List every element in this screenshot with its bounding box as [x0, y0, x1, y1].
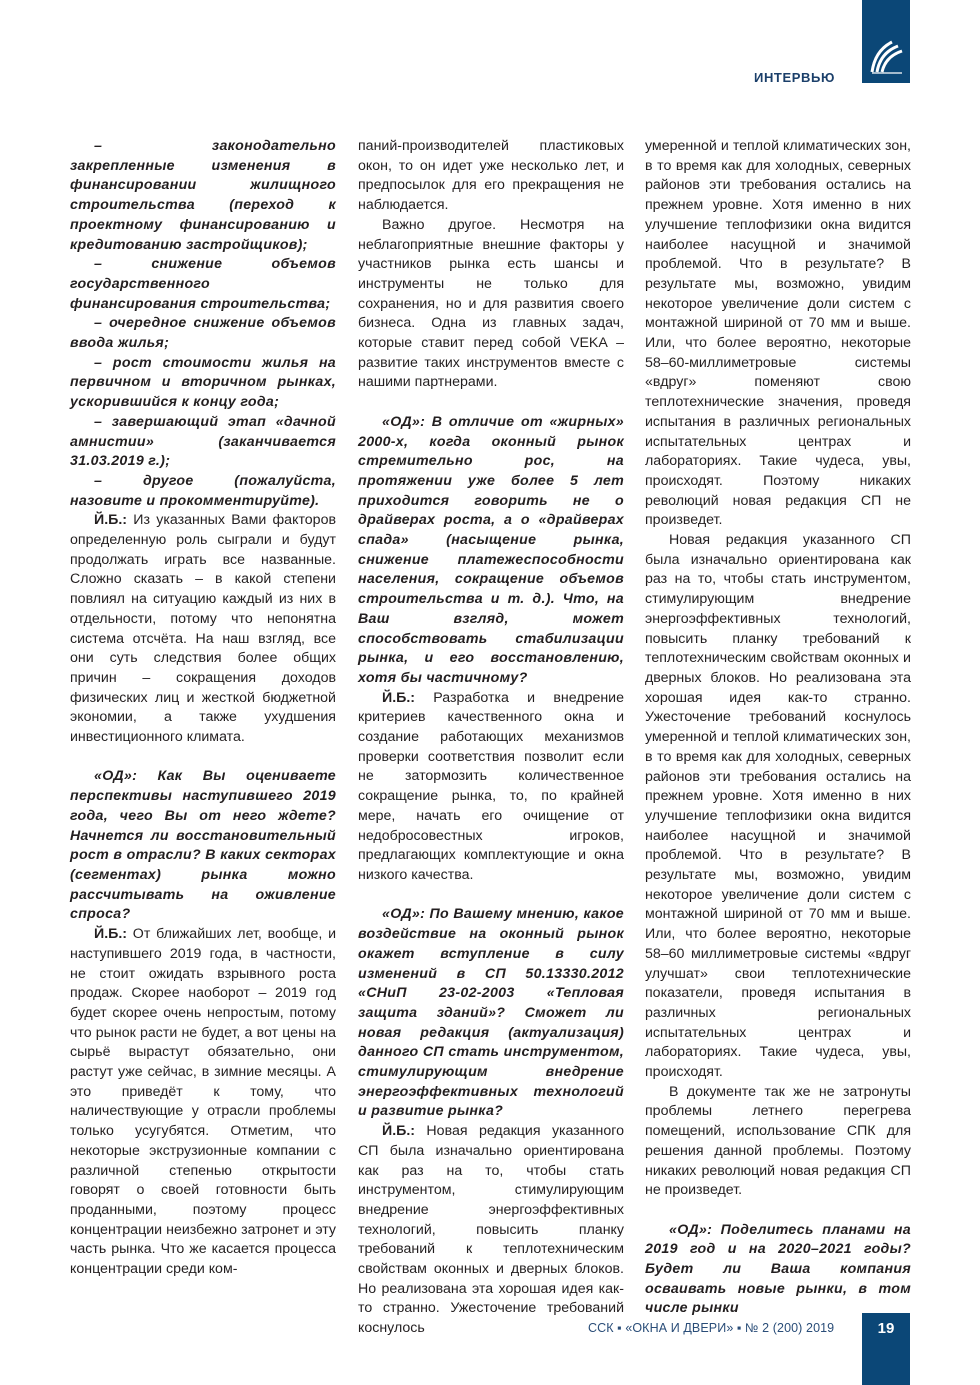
interview-question [70, 472, 336, 511]
section-label: ИНТЕРВЬЮ [754, 70, 835, 85]
article-column-1 [70, 137, 336, 1280]
article-column-2 [358, 137, 624, 1339]
paragraph-text: Новая редакция указанного СП была изначально ориентирована как раз на то, чтобы стать инструментом, стимулирующим внедрение энергоэффективных технологий, повысить планку требований к теплотехническим свойствам оконных и дверных блоков. Но реализована эта хорошая идея как-то странно. Ужесточение требований коснулось [358, 1123, 624, 1337]
article-column-3 [645, 137, 911, 1319]
paragraph-gap [645, 1201, 911, 1221]
paragraph [645, 137, 911, 531]
interview-answer [70, 511, 336, 747]
interview-question [70, 137, 336, 255]
interview-question [70, 255, 336, 314]
interview-question [358, 413, 624, 689]
interview-answer [358, 1122, 624, 1339]
paragraph-text: От ближайших лет, вообще, и наступившего 2019 года, в частности, не стоит ожидать взрывного роста продаж. Скорее наоборот – 2019 год будет скорее очень непростым, потому что рынок расти не будет, а вот цены на сырьё вырастут обязательно, они растут уже сейчас, в зимние месяцы. А это приведёт к тому, что наличествующие у отрасли проблемы только усугубятся. Отметим, что некоторые экструзионные компании с различной степенью открытости говорят о своей готовности быть проданными, поэтому процесс концентрации неизбежно затронет и эту часть рынка. Что же касается процесса концентрации среди ком- [70, 926, 336, 1278]
paragraph-text: «ОД»: В отличие от «жирных» 2000-х, когда оконный рынок стремительно рос, на протяжении уже более 5 лет приходится говорить не о драйверах роста, а о «драйверах спада» (насыщение рынка, снижение платежеспособности населения, сокращение объемов строительства и т. д.). Что, на Ваш взгляд, может способствовать стабилизации рынка, и его восстановлению, хотя бы частичному? [358, 413, 624, 686]
paragraph-text: «ОД»: Как Вы оцениваете перспективы наступившего 2019 года, чего Вы от него ждете? Начнется ли восстановительный рост в отрасли? В каких секторах (сегментах) рынка можно рассчитывать на оживление спроса? [70, 768, 336, 923]
logo-icon [868, 36, 904, 76]
paragraph [645, 1083, 911, 1201]
interview-question [70, 354, 336, 413]
paragraph-text: – законодательно закрепленные изменения в финансировании жилищного строительства (переход к проектному финансированию и кредитованию застройщиков); [70, 138, 336, 253]
speaker-label: Й.Б.: [382, 1123, 416, 1140]
paragraph-text: умеренной и теплой климатических зон, в то время как для холодных, северных районов эти требования остались на прежнем уровне. Хотя именно в них улучшение теплофизики окна видится наиболее насущной и значимой проблемой. Что в результате? В результате мы, возможно, увидим некоторое увеличение доли систем с монтажной шириной от 70 мм и выше. Или, что более вероятно, некоторые 58–60-миллиметровые системы «вдруг» поменяют свою теплотехнические значения, проведя испытания в различных региональных испытательных центрах и лабораториях. Такие чудеса, увы, происходят. Поэтому никаких революций новая редакция СП не произведет. [645, 138, 911, 529]
paragraph-text: паний-производителей пластиковых окон, то он идет уже несколько лет, и предпосылок для его прекращения не наблюдается. [358, 138, 624, 214]
paragraph-gap [358, 393, 624, 413]
paragraph-text: – завершающий этап «дачной амнистии» (заканчивается 31.03.2019 г.); [70, 413, 336, 470]
paragraph-gap [70, 748, 336, 768]
paragraph-text: Разработка и внедрение критериев качественного окна и создание работающих механизмов проверки соответствия позволит если не затормозить количественное сокращение рынка, то, по крайней мере, начать его очищение от недобросовестных игроков, предлагающих комплектующие и окна низкого качества. [358, 689, 624, 883]
page-number: 19 [877, 1320, 895, 1337]
section-tab [862, 0, 910, 83]
paragraph-text: – рост стоимости жилья на первичном и вторичном рынках, ускорившийся к концу года; [70, 354, 336, 411]
paragraph-text: Новая редакция указанного СП была изначально ориентирована как раз на то, чтобы стать инструментом, стимулирующим внедрение энергоэффективных технологий, повысить планку требований к теплотехническим свойствам оконных и дверных блоков. Но реализована эта хорошая идея как-то странно. Ужесточение требований коснулось умеренной и теплой климатических зон, в то время как для холодных, северных районов эти требования остались на прежнем уровне. Хотя именно в них улучшение теплофизики окна видится наиболее насущной и значимой проблемой. Что в результате? В результате мы, возможно, увидим некоторое увеличение доли систем с монтажной шириной от 70 мм и выше. Или, что более вероятно, некоторые 58–60 миллиметровые системы «вдруг улучшат» свои теплотехнические показатели, проведя испытания в различных региональных испытательных центрах и лабораториях. Такие чудеса, увы, происходят. [645, 532, 911, 1081]
paragraph-text: – очередное снижение объемов ввода жилья; [70, 315, 336, 352]
paragraph-gap [358, 886, 624, 906]
speaker-label: Й.Б.: [382, 689, 416, 706]
paragraph-text: В документе так же не затронуты проблемы летнего перегрева помещений, использование СПК для решения данной проблемы. Поэтому никаких революций новая редакция СП не произведет. [645, 1083, 911, 1199]
publication-info: ССК ▪ «ОКНА И ДВЕРИ» ▪ № 2 (200) 2019 [588, 1321, 835, 1335]
page-number-tab [862, 1313, 910, 1385]
interview-question [70, 314, 336, 353]
interview-question [358, 905, 624, 1122]
paragraph-text: – другое (пожалуйста, назовите и прокомментируйте). [70, 472, 336, 509]
interview-answer [70, 925, 336, 1280]
interview-question [70, 767, 336, 925]
speaker-label: Й.Б.: [94, 926, 128, 943]
paragraph-text: Из указанных Вами факторов определенную роль сыграли и будут продолжать играть все названные. Сложно сказать – в какой степени повлиял на ситуацию каждый из них в отдельности, потому что непонятна система отсчёта. На наш взгляд, все они суть следствия более общих причин – сокращения доходов физических лиц и жесткой бюджетной экономии, а также ухудшения инвестиционного климата. [70, 512, 336, 746]
paragraph [358, 137, 624, 216]
paragraph-text: – снижение объемов государственного финансирования строительства; [70, 256, 336, 312]
paragraph-text: «ОД»: По Вашему мнению, какое воздействие на оконный рынок окажет вступление в силу изменений в СП 50.13330.2012 «СНиП 23-02-2003 «Тепловая защита зданий»? Сможет ли новая редакция (актуализация) данного СП стать инструментом, стимулирующим внедрение энергоэффективных технологий и развитие рынка? [358, 906, 624, 1120]
paragraph [645, 531, 911, 1083]
speaker-label: Й.Б.: [94, 512, 128, 529]
paragraph-text: Важно другое. Несмотря на неблагоприятные внешние факторы у участников рынка есть шансы и инструменты не только для сохранения, но и для развития своего бизнеса. Одна из главных задач, которые ставит перед собой VEKA – развитие таких инструментов вместе с нашими партнерами. [358, 216, 624, 391]
paragraph [358, 216, 624, 393]
paragraph-text: «ОД»: Поделитесь планами на 2019 год и на 2020–2021 годы? Будет ли Ваша компания осваивать новые рынки, в том числе рынки [645, 1221, 911, 1317]
interview-question [70, 413, 336, 472]
interview-answer [358, 689, 624, 886]
interview-question [645, 1221, 911, 1320]
